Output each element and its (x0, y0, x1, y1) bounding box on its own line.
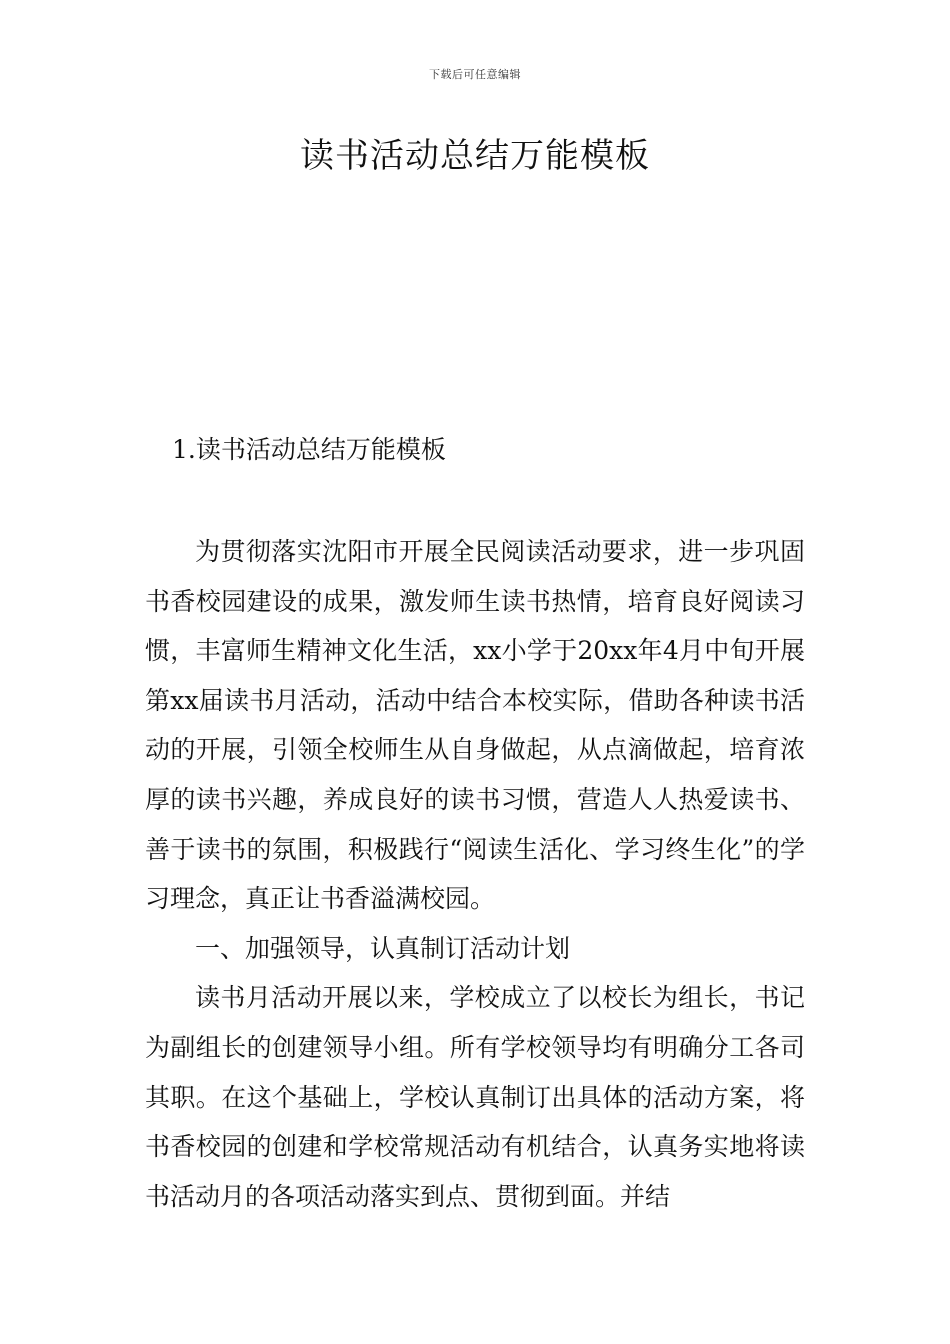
section-heading: 1.读书活动总结万能模板 (172, 435, 446, 464)
document-title: 读书活动总结万能模板 (300, 136, 650, 176)
paragraph-intro: 为贯彻落实沈阳市开展全民阅读活动要求，进一步巩固书香校园建设的成果，激发师生读书热情，培育良好阅读习惯，丰富师生精神文化生活，xx小学于20xx年4月中旬开展第xx届读书月活动，活动中结合本校实际，借助各种读书活动的开展，引领全校师生从自身做起，从点滴做起，培育浓厚的读书兴趣，养成良好的读书习惯，营造人人热爱读书、善于读书的氛围，积极践行“阅读生活化、学习终生化”的学习理念，真正让书香溢满校园。 (145, 537, 805, 914)
header-note: 下载后可任意编辑 (429, 68, 521, 81)
paragraph-leadership: 读书月活动开展以来，学校成立了以校长为组长，书记为副组长的创建领导小组。所有学校领导均有明确分工各司其职。在这个基础上，学校认真制订出具体的活动方案，将书香校园的创建和学校常规活动有机结合，认真务实地将读书活动月的各项活动落实到点、贯彻到面。并结 (145, 983, 805, 1211)
body-text (145, 527, 805, 1221)
paragraph-subheading: 一、加强领导，认真制订活动计划 (195, 933, 571, 963)
